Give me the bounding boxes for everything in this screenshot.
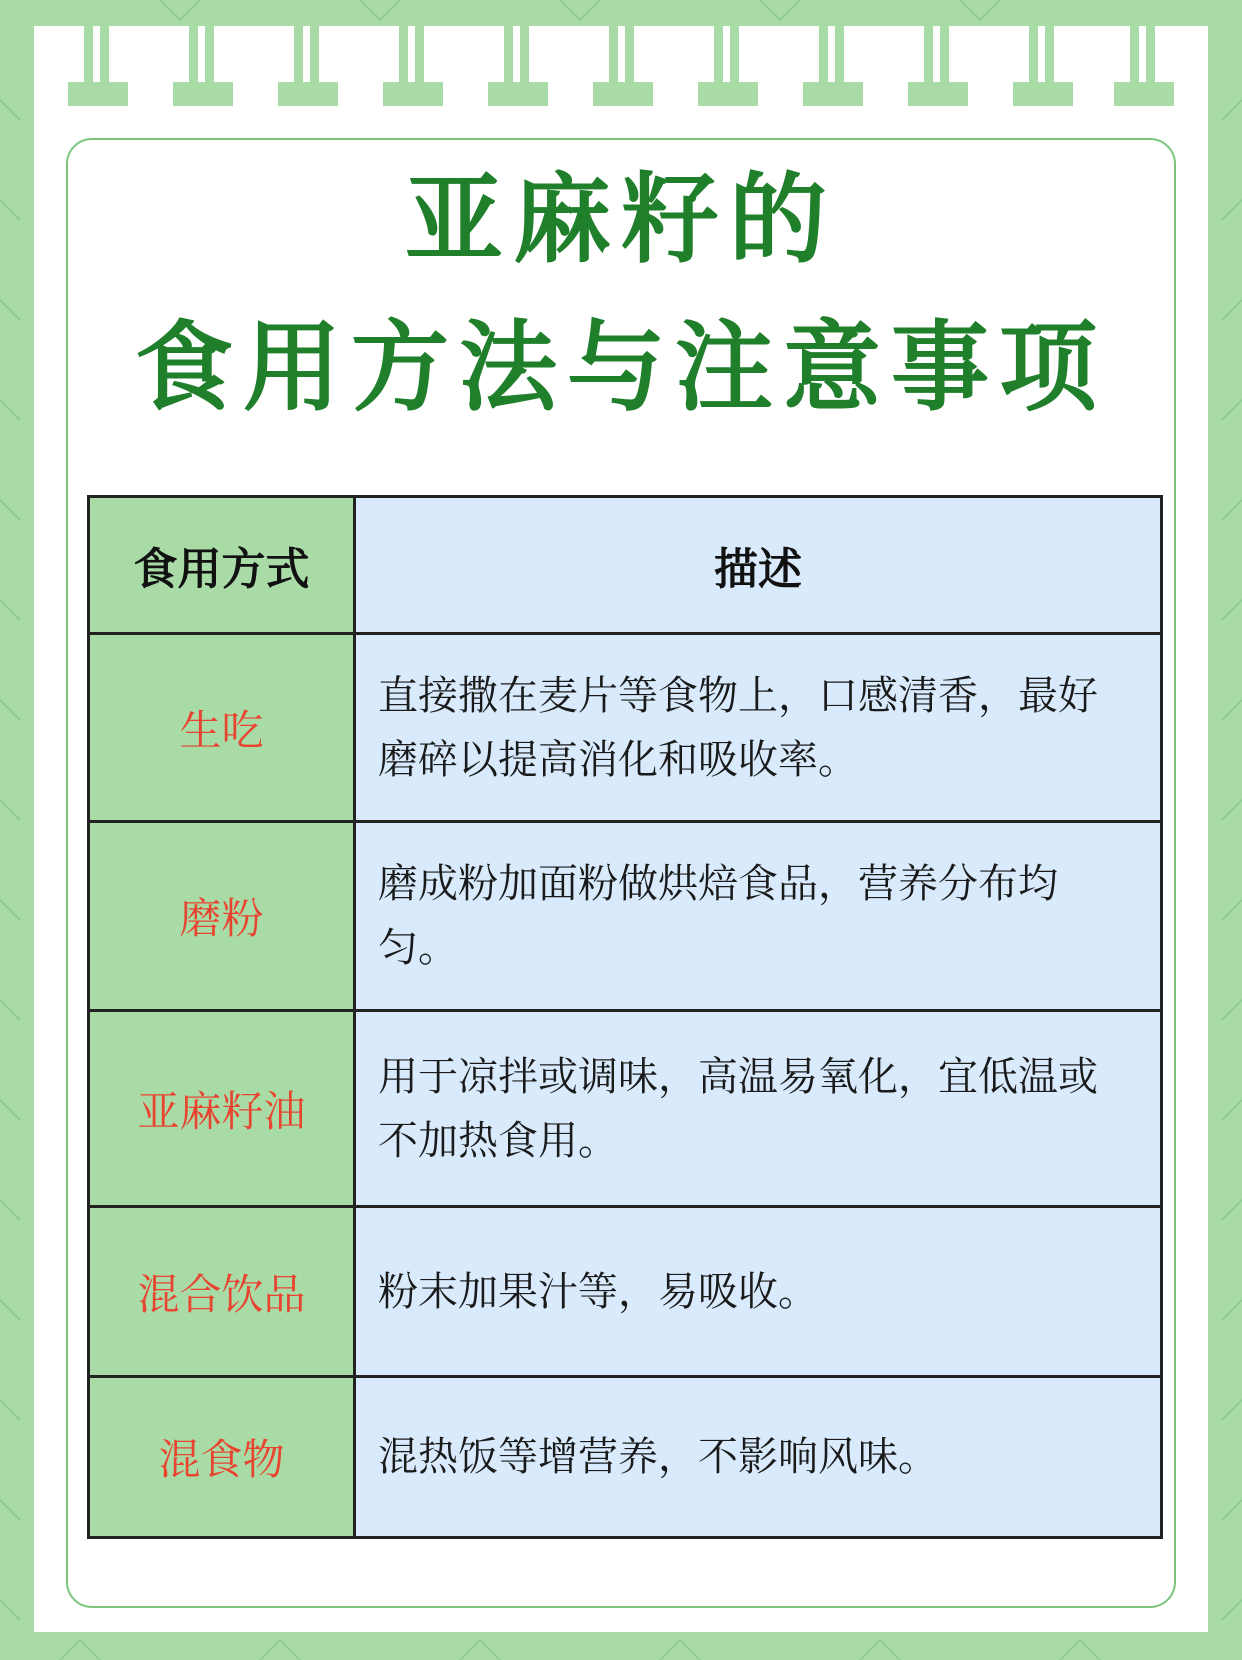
description-cell: 磨成粉加面粉做烘焙食品，营养分布均匀。 <box>355 822 1162 1011</box>
description-cell: 用于凉拌或调味，高温易氧化，宜低温或不加热食用。 <box>355 1011 1162 1207</box>
binding-ring <box>803 26 863 106</box>
table-row <box>89 1377 1162 1538</box>
binding-ring <box>278 26 338 106</box>
header-method: 食用方式 <box>89 497 355 634</box>
binding-ring <box>383 26 443 106</box>
method-cell: 磨粉 <box>89 822 355 1011</box>
binding-ring <box>1114 26 1174 106</box>
description-cell: 直接撒在麦片等食物上，口感清香，最好磨碎以提高消化和吸收率。 <box>355 634 1162 822</box>
page-title-line2: 食用方法与注意事项 <box>134 311 1107 425</box>
binding-ring <box>1013 26 1073 106</box>
method-cell: 混合饮品 <box>89 1207 355 1377</box>
page-title-line1: 亚麻籽的 <box>404 163 837 277</box>
table-row <box>89 1011 1162 1207</box>
binding-ring <box>173 26 233 106</box>
table-row <box>89 634 1162 822</box>
notepad-binding <box>68 26 1174 106</box>
binding-ring <box>908 26 968 106</box>
method-cell: 亚麻籽油 <box>89 1011 355 1207</box>
method-cell: 生吃 <box>89 634 355 822</box>
description-cell: 混热饭等增营养，不影响风味。 <box>355 1377 1162 1538</box>
binding-ring <box>68 26 128 106</box>
table-header-row <box>89 497 1162 634</box>
header-description: 描述 <box>355 497 1162 634</box>
binding-ring <box>488 26 548 106</box>
binding-ring <box>698 26 758 106</box>
description-cell: 粉末加果汁等，易吸收。 <box>355 1207 1162 1377</box>
table-row <box>89 822 1162 1011</box>
method-cell: 混食物 <box>89 1377 355 1538</box>
binding-ring <box>593 26 653 106</box>
usage-table <box>87 495 1163 1539</box>
table-row <box>89 1207 1162 1377</box>
